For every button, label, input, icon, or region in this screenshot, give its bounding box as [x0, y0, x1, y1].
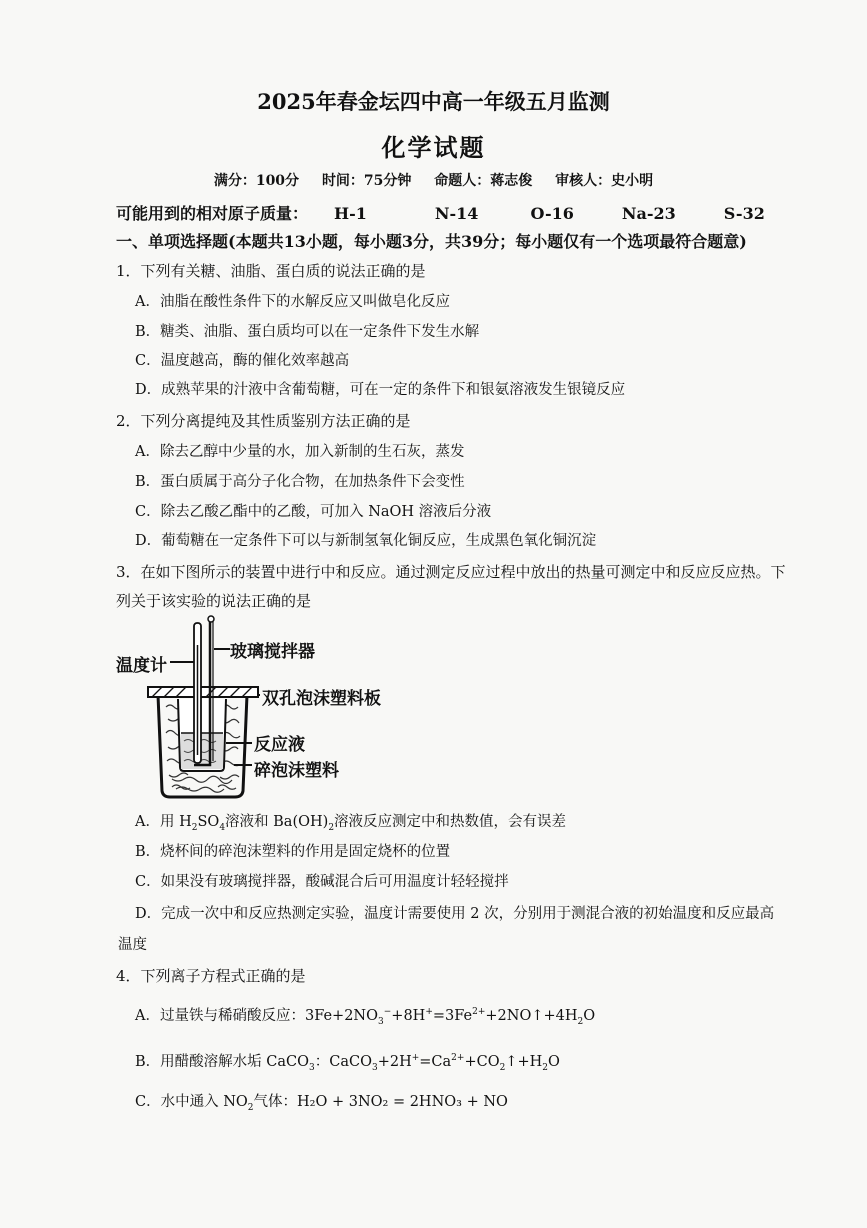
label-reaction-liquid: 反应液 — [254, 735, 305, 755]
q3-option-d-line2: 温度 — [118, 937, 147, 953]
q4-option-c: C．水中通入 $NO_2$气体：H₂O + 3NO₂ = 2HNO₃ + NO — [135, 1094, 508, 1113]
q2-option-b: B．蛋白质属于高分子化合物，在加热条件下会变性 — [135, 474, 465, 490]
atomic-mass-n: N-14 — [434, 204, 479, 223]
meta-time: 时间：75分钟 — [321, 173, 412, 189]
reaction-liquid-icon — [181, 733, 223, 769]
meta-score: 满分：100分 — [213, 173, 300, 189]
q1-option-d: D．成熟苹果的汁液中含葡萄糖，可在一定的条件下和银氨溶液发生银镜反应 — [135, 382, 626, 398]
q3-option-a: A．用 $H_2SO_4$溶液和 $Ba(OH)_2$溶液反应测定中和热数值，会有误差 — [135, 814, 567, 833]
q1-stem: 1．下列有关糖、油脂、蛋白质的说法正确的是 — [116, 262, 426, 280]
atomic-mass-na: Na-23 — [621, 204, 676, 223]
label-foam-pieces: 碎泡沫塑料 — [254, 761, 339, 781]
label-foam-board: 双孔泡沫塑料板 — [262, 689, 381, 709]
q2-option-d: D．葡萄糖在一定条件下可以与新制氢氧化铜反应，生成黑色氧化铜沉淀 — [135, 533, 597, 549]
q1-option-a: A．油脂在酸性条件下的水解反应又叫做皂化反应 — [135, 294, 450, 310]
atomic-mass-h: H-1 — [334, 204, 367, 223]
meta-author: 命题人：蒋志俊 — [434, 173, 533, 189]
label-glass-stirrer: 玻璃搅拌器 — [230, 642, 315, 662]
atomic-mass-label: 可能用到的相对原子质量： — [116, 204, 309, 223]
q2-option-c: C．除去乙酸乙酯中的乙酸，可加入 NaOH 溶液后分液 — [135, 504, 492, 520]
label-thermometer: 温度计 — [116, 656, 167, 676]
q3-option-d-line1: D．完成一次中和反应热测定实验，温度计需要使用 2 次，分别用于测混合液的初始温度和反应最高 — [135, 906, 775, 922]
q3-option-b: B．烧杯间的碎泡沫塑料的作用是固定烧杯的位置 — [135, 844, 451, 860]
foam-board-icon — [148, 687, 258, 697]
q1-option-c: C．温度越高，酶的催化效率越高 — [135, 353, 350, 369]
q4-stem: 4．下列离子方程式正确的是 — [116, 967, 306, 985]
q4-option-a: A．过量铁与稀硝酸反应：$3Fe+2NO_3^-+8H^+=3Fe^{2+}+2NO↑+4H_2O$ — [135, 1007, 596, 1027]
exam-subtitle: 化学试题 — [381, 133, 486, 162]
q3-option-c: C．如果没有玻璃搅拌器，酸碱混合后可用温度计轻轻搅拌 — [135, 874, 509, 890]
meta-reviewer: 审核人：史小明 — [555, 173, 654, 189]
atomic-mass-o: O-16 — [530, 204, 574, 223]
exam-meta — [0, 170, 867, 190]
exam-title: 2025年春金坛四中高一年级五月监测 — [257, 89, 610, 114]
q3-stem-line2: 列关于该实验的说法正确的是 — [116, 592, 312, 610]
q1-option-b: B．糖类、油脂、蛋白质均可以在一定条件下发生水解 — [135, 324, 480, 340]
atomic-mass-line — [116, 201, 765, 224]
section-heading: 一、单项选择题(本题共13小题，每小题3分，共39分；每小题仅有一个选项最符合题意) — [116, 232, 747, 251]
atomic-mass-s: S-32 — [723, 204, 765, 223]
q2-stem: 2．下列分离提纯及其性质鉴别方法正确的是 — [116, 412, 411, 430]
q2-option-a: A．除去乙醇中少量的水，加入新制的生石灰，蒸发 — [135, 444, 465, 460]
q3-stem-line1: 3．在如下图所示的装置中进行中和反应。通过测定反应过程中放出的热量可测定中和反应反应热。下 — [116, 563, 786, 581]
q4-option-b: B．用醋酸溶解水垢 CaCO$_3$：$CaCO_3+2H^+=Ca^{2+}+CO_2↑+H_2O$ — [135, 1053, 560, 1073]
